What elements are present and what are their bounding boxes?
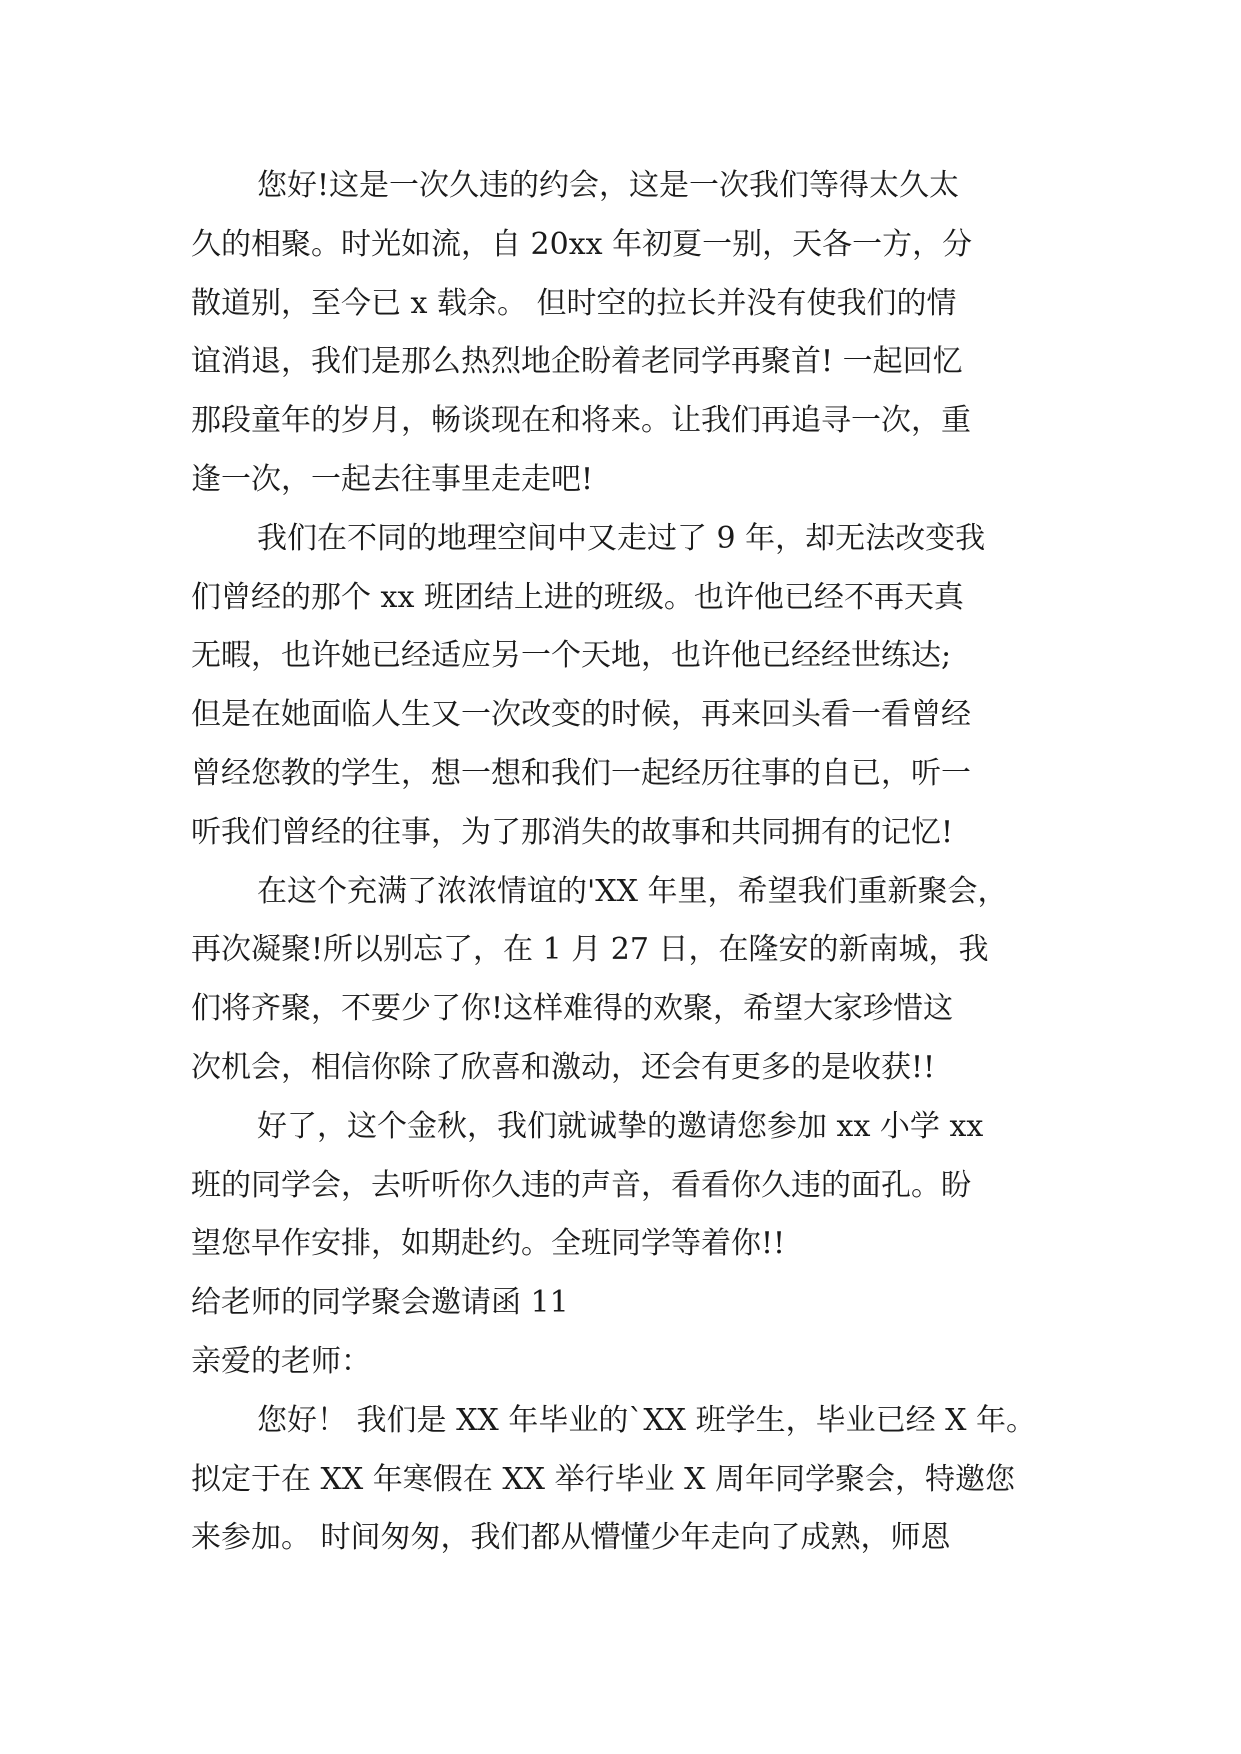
text-line: 次机会，相信你除了欣喜和激动，还会有更多的是收获!!: [191, 1049, 936, 1085]
text-line: 好了，这个金秋，我们就诚挚的邀请您参加 xx 小学 xx: [257, 1108, 984, 1144]
text-line: 逢一次，一起去往事里走走吧!: [191, 461, 594, 497]
text-line: 无暇，也许她已经适应另一个天地，也许他已经经世练达;: [191, 638, 952, 674]
text-line: 拟定于在 XX 年寒假在 XX 举行毕业 X 周年同学聚会，特邀您: [191, 1461, 1016, 1497]
text-line: 久的相聚。时光如流，自 20xx 年初夏一别，天各一方，分: [191, 226, 973, 262]
text-line: 听我们曾经的往事，为了那消失的故事和共同拥有的记忆!: [191, 814, 954, 850]
text-line: 曾经您教的学生，想一想和我们一起经历往事的自已，听一: [191, 755, 971, 791]
text-line: 望您早作安排，如期赴约。全班同学等着你!!: [191, 1226, 786, 1262]
text-line: 再次凝聚!所以别忘了，在 1 月 27 日，在隆安的新南城，我: [191, 932, 989, 968]
text-line: 我们在不同的地理空间中又走过了 9 年，却无法改变我: [257, 520, 986, 556]
text-line: 那段童年的岁月，畅谈现在和将来。让我们再追寻一次，重: [191, 403, 971, 439]
text-line: 亲爱的老师：: [191, 1343, 371, 1379]
text-line: 来参加。 时间匆匆，我们都从懵懂少年走向了成熟，师恩: [191, 1520, 951, 1556]
text-line: 谊消退，我们是那么热烈地企盼着老同学再聚首! 一起回忆: [191, 344, 963, 380]
text-line: 散道别，至今已 x 载余。 但时空的拉长并没有使我们的情: [191, 285, 957, 321]
text-line: 在这个充满了浓浓情谊的'XX 年里，希望我们重新聚会，: [257, 873, 1008, 909]
text-line: 您好!这是一次久违的约会，这是一次我们等得太久太: [257, 168, 960, 203]
document-body: [191, 157, 1071, 1568]
text-line: 但是在她面临人生又一次改变的时候，再来回头看一看曾经: [191, 697, 971, 733]
text-line: 们将齐聚，不要少了你!这样难得的欢聚，希望大家珍惜这: [191, 991, 954, 1027]
text-line: 给老师的同学聚会邀请函 11: [191, 1285, 569, 1321]
text-line: 您好！ 我们是 XX 年毕业的`XX 班学生，毕业已经 X 年。: [257, 1402, 1037, 1438]
text-line: 们曾经的那个 xx 班团结上进的班级。也许他已经不再天真: [191, 579, 964, 615]
text-line: 班的同学会，去听听你久违的声音，看看你久违的面孔。盼: [191, 1167, 971, 1203]
